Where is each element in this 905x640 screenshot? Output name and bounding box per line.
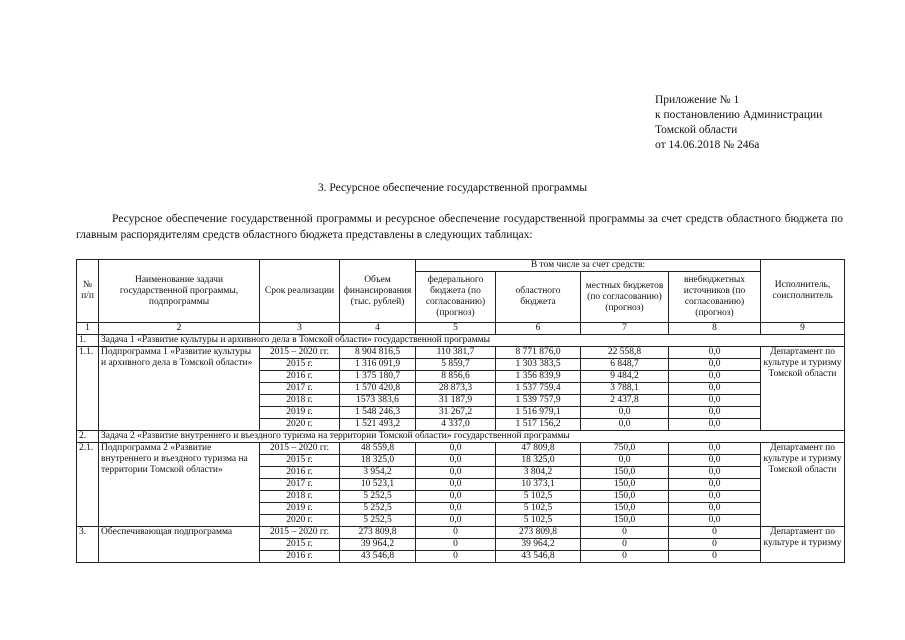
extra-cell: 0,0 bbox=[669, 371, 761, 383]
federal-cell: 0,0 bbox=[416, 443, 496, 455]
federal-cell: 0,0 bbox=[416, 467, 496, 479]
extra-cell: 0,0 bbox=[669, 467, 761, 479]
subprogram-name: Обеспечивающая подпрограмма bbox=[99, 527, 260, 563]
extra-cell: 0,0 bbox=[669, 455, 761, 467]
volume-cell: 18 325,0 bbox=[340, 455, 416, 467]
period-cell: 2016 г. bbox=[260, 467, 340, 479]
volume-cell: 48 559,8 bbox=[340, 443, 416, 455]
period-cell: 2020 г. bbox=[260, 515, 340, 527]
appendix-line: к постановлению Администрации bbox=[655, 109, 823, 121]
local-cell: 6 848,7 bbox=[581, 359, 669, 371]
header-period: Срок реализации bbox=[260, 260, 340, 323]
task-num: 1. bbox=[77, 335, 99, 347]
extra-cell: 0,0 bbox=[669, 443, 761, 455]
header-local: местных бюджетов (по согласованию) (прогноз) bbox=[581, 272, 669, 323]
local-cell: 0 bbox=[581, 539, 669, 551]
volume-cell: 8 904 816,5 bbox=[340, 347, 416, 359]
local-cell: 0,0 bbox=[581, 455, 669, 467]
regional-cell: 5 102,5 bbox=[496, 491, 581, 503]
period-cell: 2018 г. bbox=[260, 395, 340, 407]
extra-cell: 0,0 bbox=[669, 359, 761, 371]
federal-cell: 31 187,9 bbox=[416, 395, 496, 407]
federal-cell: 28 873,3 bbox=[416, 383, 496, 395]
local-cell: 150,0 bbox=[581, 503, 669, 515]
local-cell: 0 bbox=[581, 527, 669, 539]
federal-cell: 0,0 bbox=[416, 455, 496, 467]
table-row bbox=[77, 443, 845, 455]
extra-cell: 0 bbox=[669, 551, 761, 563]
executor-cell: Департамент по культуре и туризму bbox=[761, 527, 845, 563]
col-number: 7 bbox=[581, 323, 669, 335]
period-cell: 2019 г. bbox=[260, 503, 340, 515]
task-num: 2. bbox=[77, 431, 99, 443]
period-cell: 2015 – 2020 гг. bbox=[260, 347, 340, 359]
volume-cell: 1 521 493,2 bbox=[340, 419, 416, 431]
volume-cell: 5 252,5 bbox=[340, 491, 416, 503]
regional-cell: 8 771 876,0 bbox=[496, 347, 581, 359]
header-extra: внебюджетных источников (по согласованию) (прогноз) bbox=[669, 272, 761, 323]
local-cell: 2 437,8 bbox=[581, 395, 669, 407]
col-number: 2 bbox=[99, 323, 260, 335]
col-number: 9 bbox=[761, 323, 845, 335]
header-federal: федерального бюджета (по согласованию) (прогноз) bbox=[416, 272, 496, 323]
extra-cell: 0,0 bbox=[669, 407, 761, 419]
task-title: Задача 1 «Развитие культуры и архивного дела в Томской области» государственной программы bbox=[99, 335, 845, 347]
federal-cell: 110 381,7 bbox=[416, 347, 496, 359]
period-cell: 2017 г. bbox=[260, 383, 340, 395]
col-number: 1 bbox=[77, 323, 99, 335]
extra-cell: 0,0 bbox=[669, 479, 761, 491]
regional-cell: 1 356 839,9 bbox=[496, 371, 581, 383]
col-number: 5 bbox=[416, 323, 496, 335]
regional-cell: 47 809,8 bbox=[496, 443, 581, 455]
extra-cell: 0 bbox=[669, 527, 761, 539]
federal-cell: 8 856,6 bbox=[416, 371, 496, 383]
volume-cell: 39 964,2 bbox=[340, 539, 416, 551]
regional-cell: 5 102,5 bbox=[496, 515, 581, 527]
volume-cell: 5 252,5 bbox=[340, 515, 416, 527]
regional-cell: 1 537 759,4 bbox=[496, 383, 581, 395]
federal-cell: 4 337,0 bbox=[416, 419, 496, 431]
header-including: В том числе за счет средств: bbox=[416, 260, 761, 272]
period-cell: 2018 г. bbox=[260, 491, 340, 503]
local-cell: 150,0 bbox=[581, 515, 669, 527]
federal-cell: 31 267,2 bbox=[416, 407, 496, 419]
header-name: Наименование задачи государственной программы, подпрограммы bbox=[99, 260, 260, 323]
local-cell: 150,0 bbox=[581, 479, 669, 491]
subprogram-num: 1.1. bbox=[77, 347, 99, 431]
regional-cell: 1 517 156,2 bbox=[496, 419, 581, 431]
local-cell: 150,0 bbox=[581, 491, 669, 503]
local-cell: 750,0 bbox=[581, 443, 669, 455]
extra-cell: 0,0 bbox=[669, 491, 761, 503]
federal-cell: 5 859,7 bbox=[416, 359, 496, 371]
volume-cell: 1573 383,6 bbox=[340, 395, 416, 407]
header-volume: Объем финансирования (тыс. рублей) bbox=[340, 260, 416, 323]
volume-cell: 10 523,1 bbox=[340, 479, 416, 491]
volume-cell: 1 548 246,3 bbox=[340, 407, 416, 419]
period-cell: 2015 – 2020 гг. bbox=[260, 443, 340, 455]
extra-cell: 0,0 bbox=[669, 395, 761, 407]
extra-cell: 0,0 bbox=[669, 503, 761, 515]
col-number: 8 bbox=[669, 323, 761, 335]
table-row bbox=[77, 527, 845, 539]
volume-cell: 273 809,8 bbox=[340, 527, 416, 539]
resource-table bbox=[76, 259, 845, 563]
regional-cell: 3 804,2 bbox=[496, 467, 581, 479]
local-cell: 0,0 bbox=[581, 419, 669, 431]
appendix-line: Томской области bbox=[655, 124, 738, 136]
table-row bbox=[77, 347, 845, 359]
executor-cell: Департамент по культуре и туризму Томской области bbox=[761, 347, 845, 431]
regional-cell: 273 809,8 bbox=[496, 527, 581, 539]
executor-cell: Департамент по культуре и туризму Томской области bbox=[761, 443, 845, 527]
column-number-row bbox=[77, 323, 845, 335]
task-row bbox=[77, 431, 845, 443]
volume-cell: 43 546,8 bbox=[340, 551, 416, 563]
federal-cell: 0 bbox=[416, 527, 496, 539]
local-cell: 22 558,8 bbox=[581, 347, 669, 359]
subprogram-name: Подпрограмма 1 «Развитие культуры и архивного дела в Томской области» bbox=[99, 347, 260, 431]
header-regional: областного бюджета bbox=[496, 272, 581, 323]
local-cell: 0 bbox=[581, 551, 669, 563]
extra-cell: 0,0 bbox=[669, 383, 761, 395]
regional-cell: 5 102,5 bbox=[496, 503, 581, 515]
header-num: № п/п bbox=[77, 260, 99, 323]
appendix-line: Приложение № 1 bbox=[655, 94, 740, 106]
subprogram-num: 3. bbox=[77, 527, 99, 563]
period-cell: 2017 г. bbox=[260, 479, 340, 491]
period-cell: 2015 – 2020 гг. bbox=[260, 527, 340, 539]
volume-cell: 1 570 420,8 bbox=[340, 383, 416, 395]
federal-cell: 0,0 bbox=[416, 491, 496, 503]
col-number: 3 bbox=[260, 323, 340, 335]
regional-cell: 39 964,2 bbox=[496, 539, 581, 551]
period-cell: 2016 г. bbox=[260, 371, 340, 383]
regional-cell: 18 325,0 bbox=[496, 455, 581, 467]
federal-cell: 0 bbox=[416, 539, 496, 551]
volume-cell: 5 252,5 bbox=[340, 503, 416, 515]
header-executor: Исполнитель, соисполнитель bbox=[761, 260, 845, 323]
appendix-block bbox=[655, 93, 822, 153]
period-cell: 2015 г. bbox=[260, 455, 340, 467]
local-cell: 9 484,2 bbox=[581, 371, 669, 383]
volume-cell: 1 316 091,9 bbox=[340, 359, 416, 371]
task-row bbox=[77, 335, 845, 347]
col-number: 6 bbox=[496, 323, 581, 335]
appendix-line: от 14.06.2018 № 246а bbox=[655, 139, 760, 151]
volume-cell: 3 954,2 bbox=[340, 467, 416, 479]
period-cell: 2015 г. bbox=[260, 359, 340, 371]
subprogram-name: Подпрограмма 2 «Развитие внутреннего и въездного туризма на территории Томской области» bbox=[99, 443, 260, 527]
regional-cell: 43 546,8 bbox=[496, 551, 581, 563]
intro-paragraph: Ресурсное обеспечение государственной программы и ресурсное обеспечение государственной программы за счет средств областного бюджета по главным распорядителям средств областного бюджета представлены в следующих таблицах: bbox=[76, 213, 843, 241]
regional-cell: 1 516 979,1 bbox=[496, 407, 581, 419]
extra-cell: 0,0 bbox=[669, 419, 761, 431]
section-title: 3. Ресурсное обеспечение государственной программы bbox=[317, 182, 588, 194]
col-number: 4 bbox=[340, 323, 416, 335]
period-cell: 2020 г. bbox=[260, 419, 340, 431]
regional-cell: 10 373,1 bbox=[496, 479, 581, 491]
period-cell: 2019 г. bbox=[260, 407, 340, 419]
local-cell: 150,0 bbox=[581, 467, 669, 479]
local-cell: 0,0 bbox=[581, 407, 669, 419]
regional-cell: 1 539 757,9 bbox=[496, 395, 581, 407]
federal-cell: 0 bbox=[416, 551, 496, 563]
subprogram-num: 2.1. bbox=[77, 443, 99, 527]
volume-cell: 1 375 180,7 bbox=[340, 371, 416, 383]
extra-cell: 0 bbox=[669, 539, 761, 551]
federal-cell: 0,0 bbox=[416, 503, 496, 515]
task-title: Задача 2 «Развитие внутреннего и въездного туризма на территории Томской области» государственной программы bbox=[99, 431, 845, 443]
federal-cell: 0,0 bbox=[416, 479, 496, 491]
extra-cell: 0,0 bbox=[669, 347, 761, 359]
period-cell: 2016 г. bbox=[260, 551, 340, 563]
local-cell: 3 788,1 bbox=[581, 383, 669, 395]
period-cell: 2015 г. bbox=[260, 539, 340, 551]
regional-cell: 1 303 383,5 bbox=[496, 359, 581, 371]
federal-cell: 0,0 bbox=[416, 515, 496, 527]
extra-cell: 0,0 bbox=[669, 515, 761, 527]
